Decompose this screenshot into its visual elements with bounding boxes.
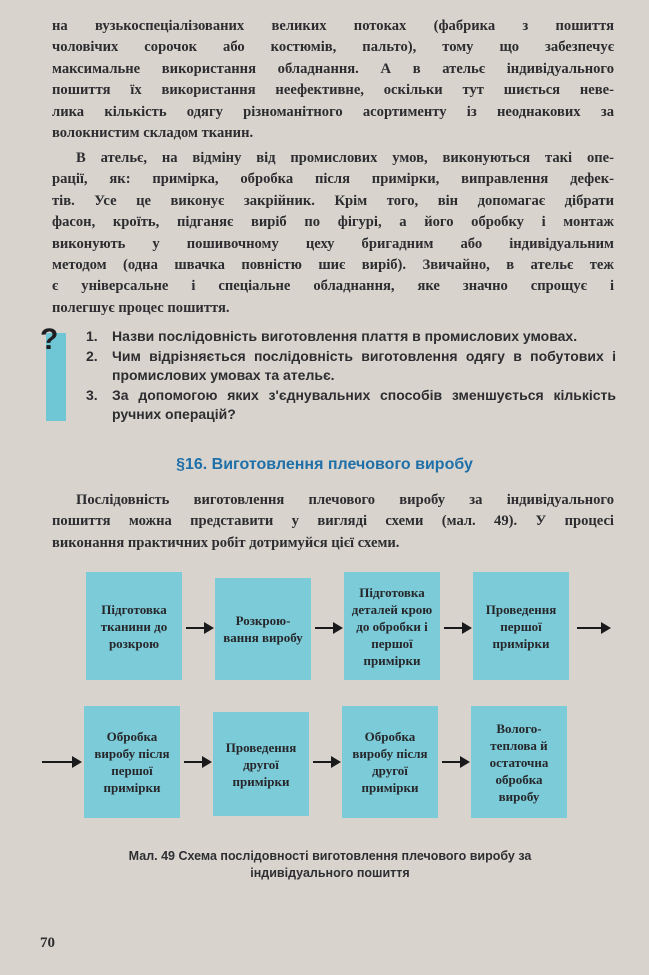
step-box-second-fitting: Проведення другої примірки	[213, 712, 309, 816]
text-line: чоловічих сорочок або костюмів, пальто), тому що забезпечує	[52, 39, 614, 56]
text-line: на вузькоспеціалізованих великих потоках (фабрика з пошиття	[52, 18, 614, 34]
question-number: 1.	[86, 328, 98, 344]
text-line: тів. Усе це виконує закрійник. Крім того, він допомагає дібрати	[52, 192, 614, 209]
question-item	[86, 347, 616, 386]
step-box-cutting: Розкрою-вання виробу	[215, 578, 311, 680]
text-line: рації, як: примірка, обробка після примірки, виправлення дефек-	[52, 171, 614, 188]
question-mark-icon: ?	[40, 323, 59, 356]
text-line: лика кількість одягу різноманітного асортименту із неоднакових за	[52, 103, 614, 120]
question-text: Назви послідовність виготовлення плаття в промислових умовах.	[112, 328, 578, 344]
text-line: методом (одна швачка повністю шиє виріб). Звичайно, в ательє теж	[52, 257, 614, 274]
arrow-right-icon	[315, 627, 341, 629]
question-number: 3.	[86, 386, 98, 403]
question-text: промислових умовах та ательє.	[112, 367, 335, 383]
arrow-right-icon	[313, 761, 339, 763]
arrow-right-icon	[442, 761, 468, 763]
step-box-after-second-fitting: Обробка виробу після другої примірки	[342, 706, 438, 818]
arrow-right-icon	[577, 627, 609, 629]
text-line: виконання практичних робіт дотримуйся цієї схеми.	[52, 534, 400, 551]
arrow-right-icon	[184, 761, 210, 763]
text-line: пошиття можна представити у вигляді схеми (мал. 49). У процесі	[52, 513, 614, 530]
text-line: фасон, кроїть, підганяє виріб по фігурі, а його обробку і монтаж	[52, 214, 614, 231]
caption-line: індивідуального пошиття	[250, 866, 410, 880]
section-paragraph	[52, 490, 614, 554]
text-line: максимальне використання обладнання. А в ательє індивідуального	[52, 60, 614, 77]
text-line: волокнистим складом тканин.	[52, 125, 254, 142]
arrow-right-icon	[42, 761, 80, 763]
review-questions	[40, 323, 616, 422]
step-box-after-first-fitting: Обробка виробу після першої примірки	[84, 706, 180, 818]
text-line: полегшує процес пошиття.	[52, 299, 230, 316]
text-line: виконують у пошивочному цеху бригадним або індивідуальним	[52, 235, 614, 252]
question-list	[86, 327, 616, 425]
question-item	[86, 327, 616, 347]
step-box-final-processing: Волого-теплова й остаточна обробка виробу	[471, 706, 567, 818]
caption-line: Мал. 49 Схема послідовності виготовлення плечового виробу за	[128, 849, 532, 863]
step-box-parts-prep: Підготовка деталей крою до обробки і першої примірки	[344, 572, 440, 680]
text-line: В ательє, на відміну від промислових умов, виконуються такі опе-	[76, 150, 614, 166]
text-line: є універсальне і спеціальне обладнання, яке значно спрощує і	[52, 278, 614, 295]
intro-paragraph	[52, 16, 614, 144]
question-item	[86, 386, 616, 425]
question-text: Чим відрізняється послідовність виготовлення одягу в побутових і	[112, 347, 616, 364]
question-number: 2.	[86, 347, 98, 364]
question-text: За допомогою яких з'єднувальних способів зменшується кількість	[112, 386, 616, 403]
step-box-first-fitting: Проведення першої примірки	[473, 572, 569, 680]
figure-caption	[60, 848, 600, 882]
text-line: пошиття їх використання неефективне, оскільки тут шиється неве-	[52, 82, 614, 99]
page-number: 70	[40, 935, 55, 951]
arrow-right-icon	[186, 627, 212, 629]
atelier-paragraph	[52, 148, 614, 319]
section-title: §16. Виготовлення плечового виробу	[176, 456, 473, 473]
text-line: Послідовність виготовлення плечового виробу за індивідуального	[76, 492, 614, 508]
question-text: ручних операцій?	[112, 406, 236, 422]
arrow-right-icon	[444, 627, 470, 629]
step-box-fabric-prep: Підготовка тканини до розкрою	[86, 572, 182, 680]
